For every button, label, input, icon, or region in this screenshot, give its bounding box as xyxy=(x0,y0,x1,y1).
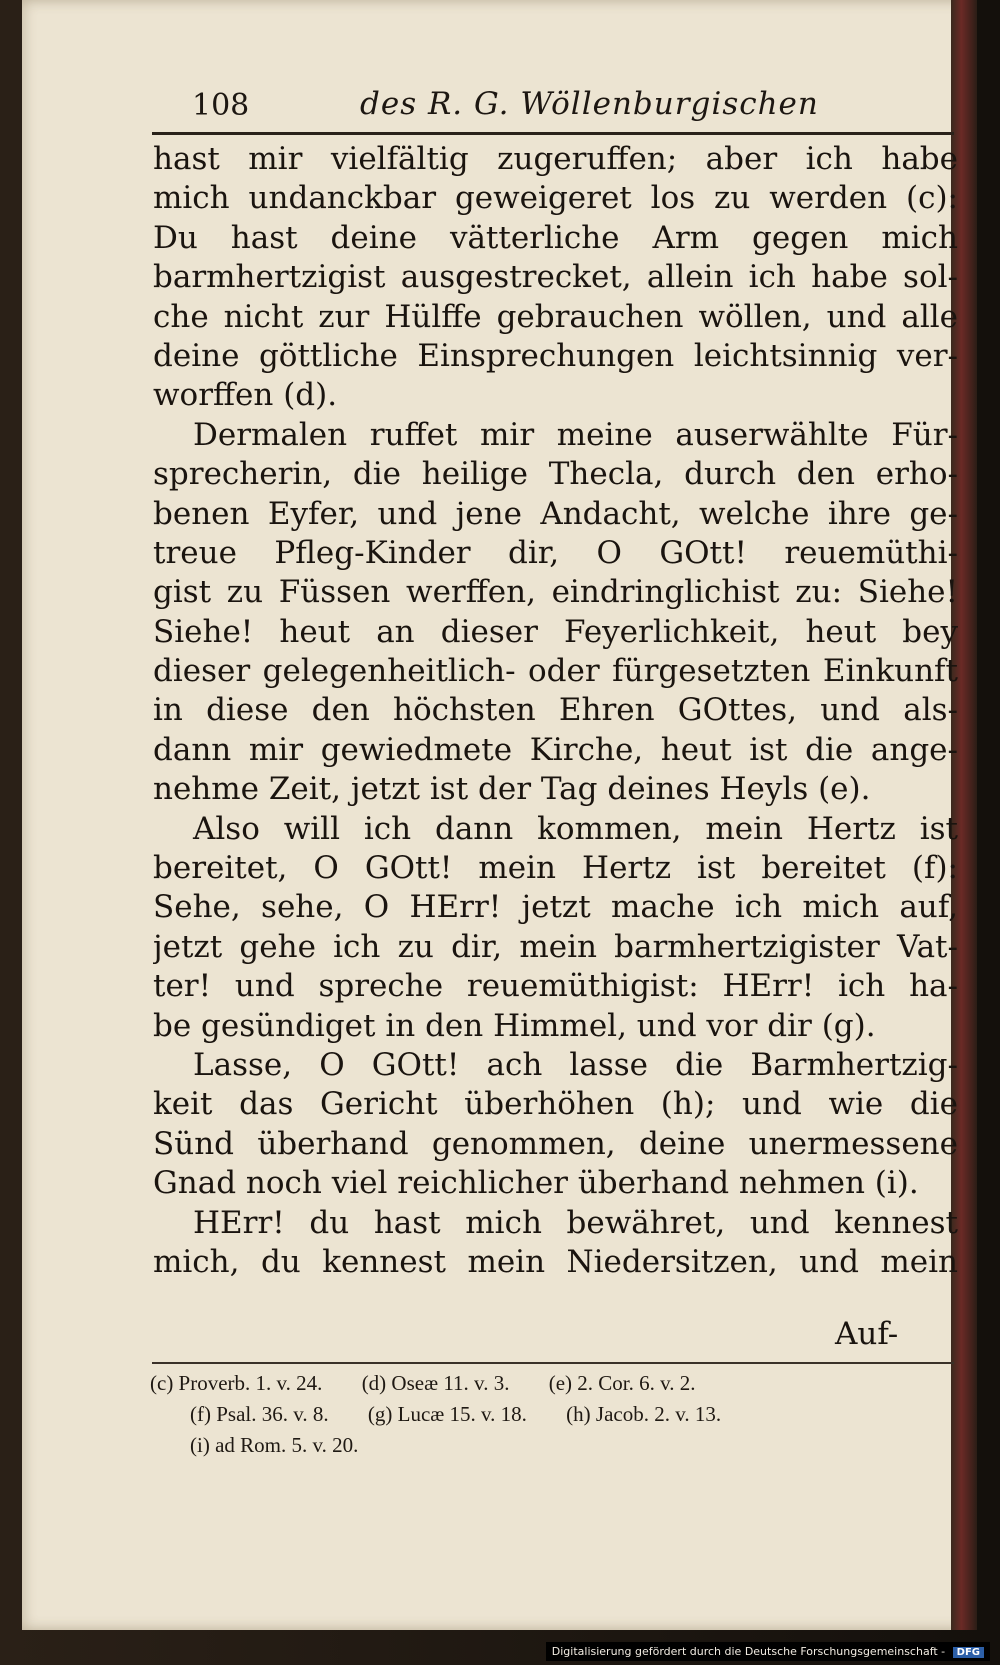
text-line: Lasse, O GOtt! ach lasse die Barmhertzig- xyxy=(193,1046,958,1083)
text-line: Du hast deine vätterliche Arm gegen mich xyxy=(153,219,958,256)
text-line: mich, du kennest mein Niedersitzen, und mein xyxy=(153,1243,958,1280)
text-line: keit das Gericht überhöhen (h); und wie die xyxy=(153,1086,958,1123)
text-line: Gnad noch viel reichlicher überhand nehmen (i). xyxy=(153,1165,919,1202)
text-line: ter! und spreche reuemüthigist: HErr! ich ha- xyxy=(153,968,958,1005)
footnote-line xyxy=(150,1368,960,1399)
dfg-logo: DFG xyxy=(953,1647,984,1658)
digitization-credit xyxy=(546,1642,990,1661)
text-line: Also will ich dann kommen, mein Hertz ist xyxy=(193,810,958,847)
footnote-line xyxy=(150,1430,960,1461)
text-line: in diese den höchsten Ehren GOttes, und als- xyxy=(153,692,958,729)
catchword: Auf- xyxy=(835,1316,899,1352)
text-line: che nicht zur Hülffe gebrauchen wöllen, und alle xyxy=(153,298,958,335)
text-line: bereitet, O GOtt! mein Hertz ist bereitet (f): xyxy=(153,850,958,887)
footnote-g: (g) Lucæ 15. v. 18. xyxy=(367,1402,527,1426)
header-rule xyxy=(152,132,954,135)
footnote-rule xyxy=(152,1362,954,1364)
text-line: worffen (d). xyxy=(153,377,338,414)
body-text xyxy=(153,140,958,1282)
text-line: sprecherin, die heilige Thecla, durch den erho- xyxy=(153,456,958,493)
text-line: dieser gelegenheitlich- oder fürgesetzten Einkunft xyxy=(153,653,958,690)
text-line: hast mir vielfältig zugeruffen; aber ich habe xyxy=(153,141,958,177)
footnote-i: (i) ad Rom. 5. v. 20. xyxy=(190,1433,359,1457)
footnote-d: (d) Oseæ 11. v. 3. xyxy=(361,1371,510,1395)
footnote-f: (f) Psal. 36. v. 8. xyxy=(190,1402,329,1426)
text-line: be gesündiget in den Himmel, und vor dir (g). xyxy=(153,1007,876,1044)
text-line: mich undanckbar geweigeret los zu werden (c): xyxy=(153,180,958,217)
text-line: treue Pfleg-Kinder dir, O GOtt! reuemüthi- xyxy=(153,534,958,571)
text-line: barmhertzigist ausgestrecket, allein ich habe sol- xyxy=(153,259,958,296)
footnote-e: (e) 2. Cor. 6. v. 2. xyxy=(548,1371,696,1395)
footnote-line xyxy=(150,1399,960,1430)
text-line: jetzt gehe ich zu dir, mein barmhertzigister Vat- xyxy=(153,928,958,965)
footnote-c: (c) Proverb. 1. v. 24. xyxy=(150,1371,323,1395)
footnote-h: (h) Jacob. 2. v. 13. xyxy=(566,1402,722,1426)
text-line: Siehe! heut an dieser Feyerlichkeit, heut bey xyxy=(153,613,958,650)
text-line: gist zu Füssen werffen, eindringlichist zu: Siehe! xyxy=(153,574,958,611)
text-line: dann mir gewiedmete Kirche, heut ist die ange- xyxy=(153,731,958,768)
page-number: 108 xyxy=(192,88,250,123)
credit-text: Digitalisierung gefördert durch die Deutsche Forschungsgemeinschaft - xyxy=(551,1645,946,1658)
text-line: Sünd überhand genommen, deine unermessene xyxy=(153,1125,958,1162)
running-head: des R. G. Wöllenburgischen xyxy=(360,86,819,122)
text-line: Dermalen ruffet mir meine auserwählte Für- xyxy=(193,416,958,453)
footnotes xyxy=(150,1368,960,1461)
text-line: benen Eyfer, und jene Andacht, welche ihre ge- xyxy=(153,495,958,532)
text-line: deine göttliche Einsprechungen leichtsinnig ver- xyxy=(153,337,958,374)
page-header xyxy=(170,80,930,130)
text-line: nehme Zeit, jetzt ist der Tag deines Heyls (e). xyxy=(153,771,871,808)
text-line: HErr! du hast mich bewähret, und kennest xyxy=(193,1204,958,1241)
text-line: Sehe, sehe, O HErr! jetzt mache ich mich auf, xyxy=(153,889,958,926)
